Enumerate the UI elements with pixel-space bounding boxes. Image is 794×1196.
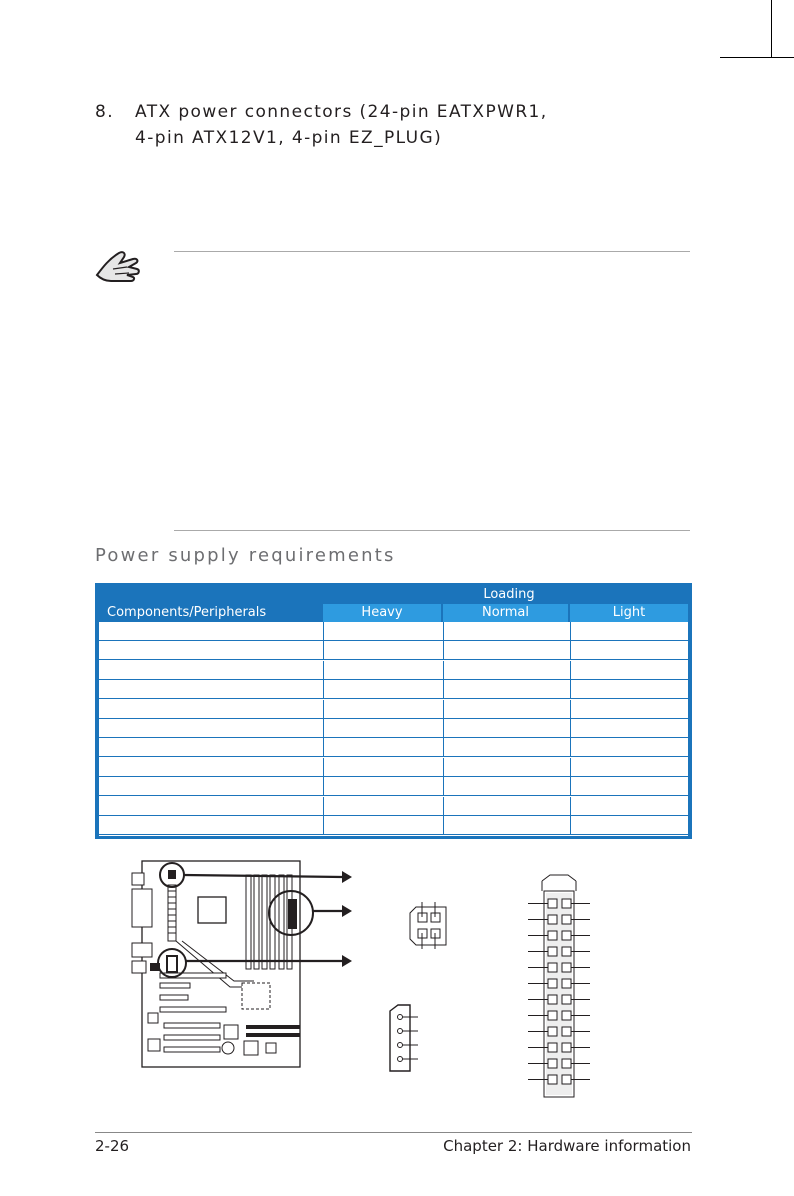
note-top-rule <box>174 251 690 252</box>
table-header-light: Light <box>570 604 688 622</box>
section-heading <box>95 99 548 151</box>
table-cell <box>99 719 323 737</box>
connector-pin <box>548 1059 557 1068</box>
table-row <box>99 816 688 835</box>
table-cell <box>99 622 323 640</box>
table-header-normal: Normal <box>443 604 568 622</box>
table-row <box>99 777 688 796</box>
connector-pin <box>562 1059 571 1068</box>
connector-pin <box>562 995 571 1004</box>
table-cell <box>443 797 570 815</box>
table-cell <box>99 797 323 815</box>
motherboard-layout-icon <box>132 861 313 1067</box>
connector-pin <box>562 1027 571 1036</box>
footer-rule <box>95 1132 692 1133</box>
table-cell <box>570 719 688 737</box>
heading-number: 8. <box>95 102 115 122</box>
table-cell <box>443 680 570 698</box>
table-group-header: Loading <box>483 587 535 602</box>
table-cell <box>323 622 443 640</box>
table-cell <box>99 758 323 776</box>
table-cell <box>443 758 570 776</box>
eatxpwr-connector-icon <box>528 875 590 1097</box>
table-cell <box>570 680 688 698</box>
crop-mark-horizontal <box>720 57 794 58</box>
table-cell <box>570 777 688 795</box>
table-cell <box>443 700 570 718</box>
connector-pin <box>562 947 571 956</box>
connector-pin <box>562 963 571 972</box>
table-cell <box>443 777 570 795</box>
table-cell <box>570 661 688 679</box>
table-cell <box>443 661 570 679</box>
connector-pin <box>548 1043 557 1052</box>
table-cell <box>443 641 570 659</box>
table-row <box>99 661 688 680</box>
table-row <box>99 641 688 660</box>
table-cell <box>323 680 443 698</box>
table-row <box>99 622 688 641</box>
table-header-components: Components/Peripherals <box>107 605 267 620</box>
connector-pin <box>548 899 557 908</box>
table-header-heavy: Heavy <box>323 604 441 622</box>
table-body <box>99 622 688 836</box>
connector-pin <box>548 931 557 940</box>
note-hand-icon <box>93 245 145 285</box>
table-cell <box>443 738 570 756</box>
heading-line-2: 4-pin ATX12V1, 4-pin EZ_PLUG) <box>135 128 443 148</box>
table-cell <box>443 719 570 737</box>
table-cell <box>323 777 443 795</box>
table-cell <box>323 641 443 659</box>
table-cell <box>99 661 323 679</box>
connector-diagram <box>120 855 600 1110</box>
crop-mark-vertical <box>771 0 772 58</box>
ez-plug-connector-icon <box>390 1005 418 1071</box>
table-cell <box>570 738 688 756</box>
connector-pin <box>548 995 557 1004</box>
table-row <box>99 738 688 757</box>
connector-pin <box>562 915 571 924</box>
table-cell <box>570 797 688 815</box>
connector-pin <box>548 1027 557 1036</box>
table-cell <box>443 816 570 834</box>
atx12v-connector-icon <box>410 902 446 949</box>
table-cell <box>570 816 688 834</box>
page-number: 2-26 <box>95 1137 130 1155</box>
connector-pin <box>548 963 557 972</box>
table-cell <box>323 738 443 756</box>
table-cell <box>570 700 688 718</box>
table-row <box>99 700 688 719</box>
table-cell <box>323 661 443 679</box>
table-cell <box>99 816 323 834</box>
connector-pin <box>548 915 557 924</box>
table-cell <box>99 700 323 718</box>
connector-pin <box>548 1075 557 1084</box>
table-cell <box>99 680 323 698</box>
table-cell <box>99 777 323 795</box>
table-row <box>99 680 688 699</box>
connector-pin <box>548 947 557 956</box>
heading-line-1: ATX power connectors (24-pin EATXPWR1, <box>135 102 548 122</box>
table-cell <box>99 738 323 756</box>
table-cell <box>323 816 443 834</box>
connector-pin <box>562 1075 571 1084</box>
connector-pin <box>548 979 557 988</box>
table-cell <box>570 622 688 640</box>
connector-pin <box>562 931 571 940</box>
table-cell <box>99 641 323 659</box>
table-cell <box>323 700 443 718</box>
table-row <box>99 797 688 816</box>
table-cell <box>443 622 570 640</box>
connector-pin <box>562 979 571 988</box>
table-cell <box>570 758 688 776</box>
table-row <box>99 758 688 777</box>
note-bottom-rule <box>174 530 690 531</box>
connector-pin <box>562 1043 571 1052</box>
table-row <box>99 719 688 738</box>
section-title: Power supply requirements <box>95 545 396 566</box>
table-cell <box>570 641 688 659</box>
table-cell <box>323 797 443 815</box>
connector-pin <box>562 899 571 908</box>
connector-pin <box>562 1011 571 1020</box>
chapter-title: Chapter 2: Hardware information <box>443 1137 691 1155</box>
table-cell <box>323 719 443 737</box>
table-cell <box>323 758 443 776</box>
connector-pin <box>548 1011 557 1020</box>
